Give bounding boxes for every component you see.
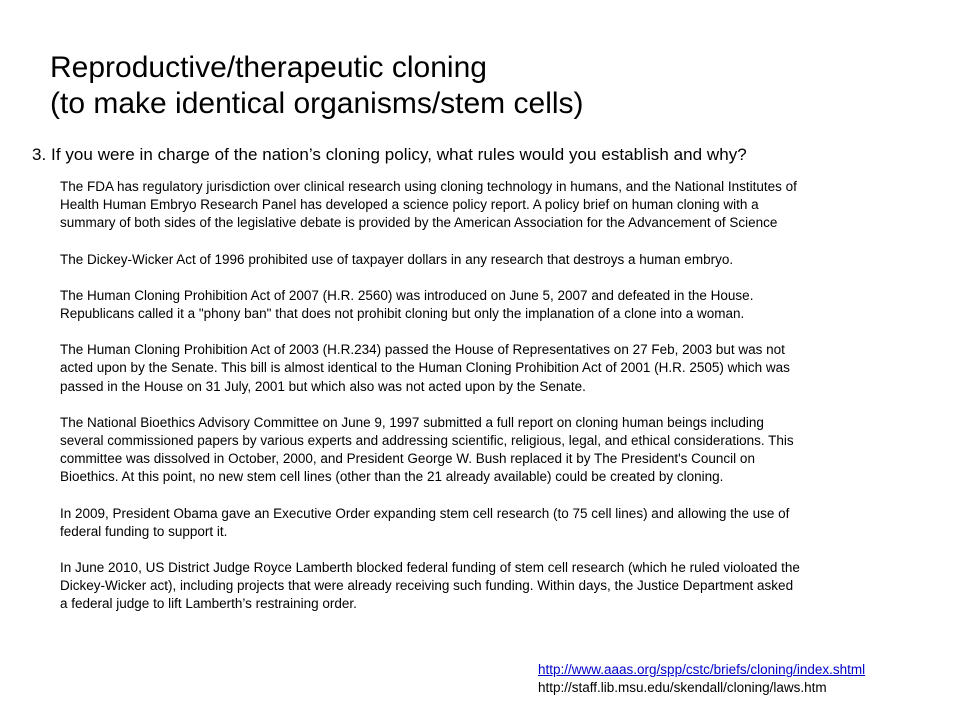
paragraph-line: The FDA has regulatory jurisdiction over clinical research using cloning technology in humans, and the National Institutes of <box>60 179 797 194</box>
paragraph-line: federal funding to support it. <box>60 523 228 539</box>
references <box>538 661 938 697</box>
paragraph-bioethics-committee <box>60 414 940 487</box>
body-text <box>60 178 940 632</box>
question-text: 3. If you were in charge of the nation’s cloning policy, what rules would you establish and why? <box>32 145 747 164</box>
paragraph-line: summary of both sides of the legislative debate is provided by the American Association for the Advancement of Science <box>60 215 778 231</box>
paragraph-line: Health Human Embryo Research Panel has developed a science policy report. A policy brief on human cloning with a <box>60 197 759 213</box>
paragraph-line: The Dickey-Wicker Act of 1996 prohibited use of taxpayer dollars in any research that destroys a human embryo. <box>60 251 734 267</box>
paragraph-line: In June 2010, US District Judge Royce Lamberth blocked federal funding of stem cell research (which he ruled violoated the <box>60 560 800 576</box>
paragraph-line: committee was dissolved in October, 2000, and President George W. Bush replaced it by The President's Council on <box>60 451 755 467</box>
paragraph-act-2003 <box>60 341 940 396</box>
paragraph-line: The Human Cloning Prohibition Act of 2003 (H.R.234) passed the House of Representatives on 27 Feb, 2003 but was not <box>60 342 785 358</box>
paragraph-fda <box>60 178 940 233</box>
msu-laws-reference: http://staff.lib.msu.edu/skendall/cloning/laws.htm <box>538 680 827 695</box>
paragraph-line: Republicans called it a "phony ban" that does not prohibit cloning but only the implanation of a clone into a woman. <box>60 306 745 322</box>
paragraph-lamberth-2010 <box>60 559 940 614</box>
paragraph-line: The National Bioethics Advisory Committee on June 9, 1997 submitted a full report on cloning human beings including <box>60 414 764 430</box>
paragraph-line: Bioethics. At this point, no new stem cell lines (other than the 21 already available) could be created by cloning. <box>60 469 724 485</box>
paragraph-act-2007 <box>60 287 940 323</box>
title-line-2: (to make identical organisms/stem cells) <box>50 87 584 120</box>
paragraph-line: The Human Cloning Prohibition Act of 2007 (H.R. 2560) was introduced on June 5, 2007 and defeated in the House. <box>60 287 754 303</box>
paragraph-line: In 2009, President Obama gave an Executive Order expanding stem cell research (to 75 cell lines) and allowing the use of <box>60 505 790 521</box>
paragraph-obama-2009 <box>60 505 940 541</box>
paragraph-line: acted upon by the Senate. This bill is almost identical to the Human Cloning Prohibition Act of 2001 (H.R. 2505) which was <box>60 360 790 376</box>
paragraph-line: several commissioned papers by various experts and addressing scientific, religious, legal, and ethical considerations. This <box>60 433 794 449</box>
paragraph-line: a federal judge to lift Lamberth’s restraining order. <box>60 596 357 612</box>
slide-title <box>50 50 910 122</box>
paragraph-dickey-wicker <box>60 251 940 269</box>
aaas-cloning-link[interactable]: http://www.aaas.org/spp/cstc/briefs/cloning/index.shtml <box>538 662 866 677</box>
title-line-1: Reproductive/therapeutic cloning <box>50 51 487 84</box>
paragraph-line: Dickey-Wicker act), including projects that were already receiving such funding. Within days, the Justice Department asked <box>60 578 794 594</box>
paragraph-line: passed in the House on 31 July, 2001 but which also was not acted upon by the Senate. <box>60 378 586 394</box>
